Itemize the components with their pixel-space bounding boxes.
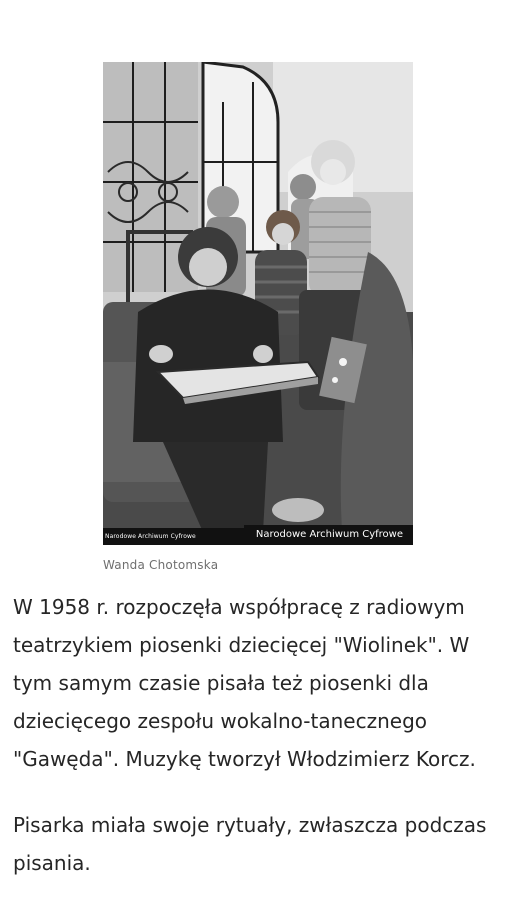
article-photo[interactable] — [103, 62, 413, 545]
archive-watermark-label: Narodowe Archiwum Cyfrowe — [244, 525, 413, 545]
photo-caption: Wanda Chotomska — [103, 558, 219, 572]
photo-illustration — [103, 62, 413, 545]
archive-watermark-small: Narodowe Archiwum Cyfrowe — [105, 533, 196, 540]
article-paragraph: Pisarka miała swoje rytuały, zwłaszcza podczas pisania. — [13, 813, 487, 875]
article-body — [13, 588, 503, 900]
article-paragraph: W 1958 r. rozpoczęła współpracę z radiowym teatrzykiem piosenki dziecięcej "Wiolinek". W tym samym czasie pisała też piosenki dla dziecięcego zespołu wokalno-tanecznego "Gawęda". Muzykę tworzył Włodzimierz Korcz. — [13, 595, 476, 771]
